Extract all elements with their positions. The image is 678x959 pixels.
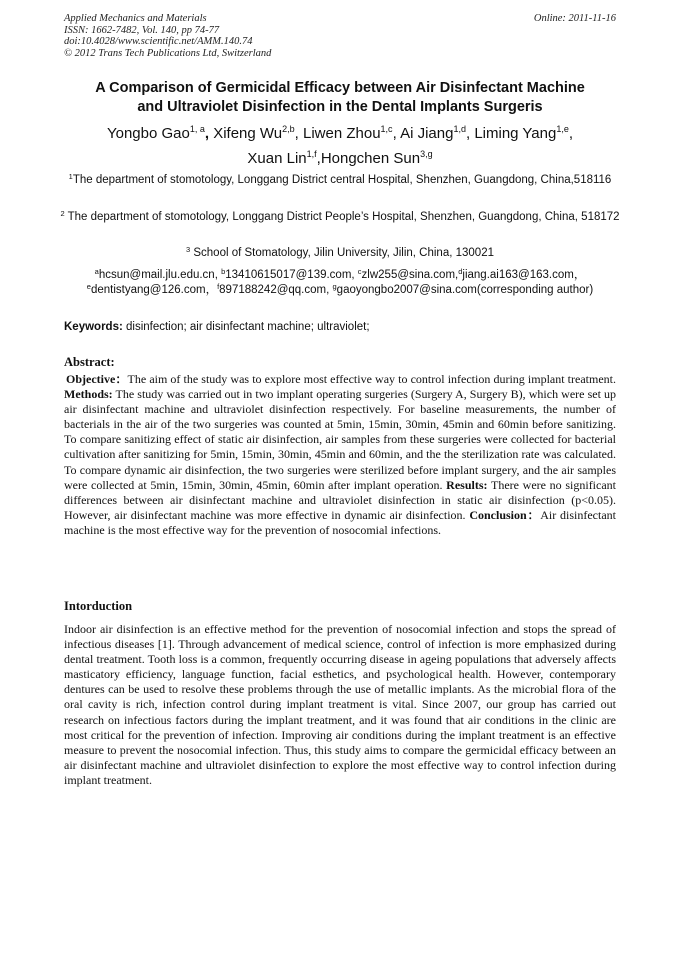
author-line-1: [52, 122, 628, 147]
email-sep: ，: [205, 284, 218, 296]
keywords-label: Keywords:: [64, 321, 123, 333]
author-sep: ,: [316, 150, 321, 167]
methods-label: Methods:: [64, 387, 113, 402]
affiliation-text: The department of stomotology, Longgang District People’s Hospital, Shenzhen, Guangdong, China, 518172: [64, 211, 620, 223]
email-sup: e: [86, 282, 91, 291]
objective-label: Objective：: [66, 372, 128, 386]
affiliation-sup: 1: [68, 172, 73, 181]
journal-doi: doi:10.4028/www.scientific.net/AMM.140.74: [64, 36, 253, 47]
affiliation-sup: 2: [60, 209, 65, 218]
author-name: Xuan Lin: [247, 150, 307, 167]
email-list: [50, 268, 630, 298]
email-c[interactable]: zlw255@sina.com,: [361, 269, 459, 281]
online-date: Online: 2011-11-16: [533, 13, 616, 24]
author-line-2: [52, 147, 628, 172]
results-label: Results:: [446, 477, 488, 492]
keywords-text: disinfection; air disinfectant machine; ultraviolet;: [122, 321, 370, 333]
author-sup: 1, a: [189, 124, 205, 134]
author-sup: 1,c: [380, 124, 393, 134]
affiliation-text: The department of stomotology, Longgang District central Hospital, Shenzhen, Guangdong, China,518116: [72, 174, 612, 186]
journal-copyright: © 2012 Trans Tech Publications Ltd, Switzerland: [64, 47, 272, 59]
title-line-2: and Ultraviolet Disinfection in the Dental Implants Surgeris: [137, 99, 543, 115]
paper-title: [52, 79, 628, 117]
email-sup: a: [94, 267, 99, 276]
affiliation-sup: 3: [185, 245, 191, 254]
author-sep: ,: [465, 125, 475, 142]
author-sep: ,: [294, 125, 303, 142]
introduction-heading: Intorduction: [64, 599, 133, 613]
journal-name: Applied Mechanics and Materials: [64, 13, 207, 24]
author-sup: 1,d: [453, 124, 466, 134]
objective-text: The aim of the study was to explore most effective way to control infection during implant treatment.: [127, 372, 616, 386]
affiliation-1: [60, 173, 620, 188]
author-name: Ai Jiang: [400, 125, 454, 142]
author-list: [52, 122, 628, 172]
affiliation-3: [60, 246, 620, 261]
keywords: [64, 320, 616, 334]
email-sup: c: [357, 267, 362, 276]
email-e[interactable]: dentistyang@126.com: [90, 284, 206, 296]
author-sep: ,: [568, 125, 574, 142]
email-f[interactable]: 897188242@qq.com,: [219, 284, 333, 296]
title-line-1: A Comparison of Germicidal Efficacy between Air Disinfectant Machine: [95, 80, 585, 96]
author-name: Hongchen Sun: [320, 150, 421, 167]
author-name: Yongbo Gao: [106, 125, 190, 142]
affiliation-2: [60, 210, 620, 225]
abstract-heading: Abstract:: [64, 355, 115, 369]
email-g[interactable]: gaoyongbo2007@sina.com(corresponding author): [336, 284, 594, 296]
author-sep: ,: [204, 125, 214, 142]
email-sup: b: [221, 267, 226, 276]
email-sup: f: [217, 282, 220, 291]
author-sup: 3,g: [420, 149, 433, 159]
email-a[interactable]: hcsun@mail.jlu.edu.cn,: [98, 269, 222, 281]
introduction-body: Indoor air disinfection is an effective method for the prevention of nosocomial infection and stops the spread of infectious diseases [1]. Through advancement of medical science, control of infection is more emphasized during dental treatment. Tooth loss is a common, frequently occurring disease in ageing populations that adversely affects masticatory efficiency, language function, facial esthetics, and psychological health. However, contemporary dentures can be used to resolve these problems through the use of metallic implants. As the microbial flora of the oral cavity is rich, infection control during implant treatment is vital. Since 2007, our group has carried out research on infectious factors during the implant treatment, and it was found that air conditions in the clinic are most critical for the prevention of infection. Improving air conditions during the implant treatment is an effective measure to prevent the nosocomial infection. Thus, this study aims to compare the germicidal efficacy between an air disinfectant machine and ultraviolet disinfection to explore the most effective way to control infection during implant treatment.: [64, 622, 616, 787]
email-sup: d: [458, 267, 463, 276]
author-sup: 1,e: [556, 124, 569, 134]
conclusion-label: Conclusion：: [469, 507, 541, 522]
email-d[interactable]: jiang.ai163@163.com: [462, 269, 574, 281]
author-name: Liming Yang: [474, 125, 557, 142]
author-sup: 1,f: [306, 149, 317, 159]
email-b[interactable]: 13410615017@139.com,: [225, 269, 358, 281]
author-sup: 2,b: [282, 124, 295, 134]
methods-text: The study was carried out in two implant operating surgeries (Surgery A, Surgery B), which were set up air disinfectant machine and ultraviolet disinfection respectively. For baseline measurements, the number of bacterials in the air of the two surgeries was counted at 5min, 15min, 30min, 45min and 60min before sanitizing. To compare sanitizing effect of static air disinfection, air samples from these surgeries were collected for bacterial cultivation after sanitizing for 5min, 15min, 30min, 45min and 60min, and the the sterilization rate was calculated. To compare dynamic air disinfection, the two surgeries were sterilized before implant surgery, and the air samples were collected at 5min, 15min, 30min, 45min, 60min after implant operation.: [64, 387, 616, 492]
abstract-body: [64, 372, 616, 538]
email-sup: g: [332, 282, 337, 291]
results-text: There were no significant differences between air disinfectant machine and ultraviolet disinfection in static air disinfection (p<0.05). However, air disinfectant machine was more effective in dynamic air disinfection.: [64, 477, 617, 522]
author-sep: ,: [392, 125, 401, 142]
conclusion-text: Air disinfectant machine is the most effective way for the prevention of nosocomial infections.: [64, 507, 616, 537]
affiliation-text: School of Stomatology, Jilin University, Jilin, China, 130021: [190, 247, 494, 259]
journal-issn: ISSN: 1662-7482, Vol. 140, pp 74-77: [64, 24, 220, 36]
author-name: Liwen Zhou: [302, 125, 381, 142]
author-name: Xifeng Wu: [213, 125, 283, 142]
email-sep: ，: [573, 269, 586, 281]
